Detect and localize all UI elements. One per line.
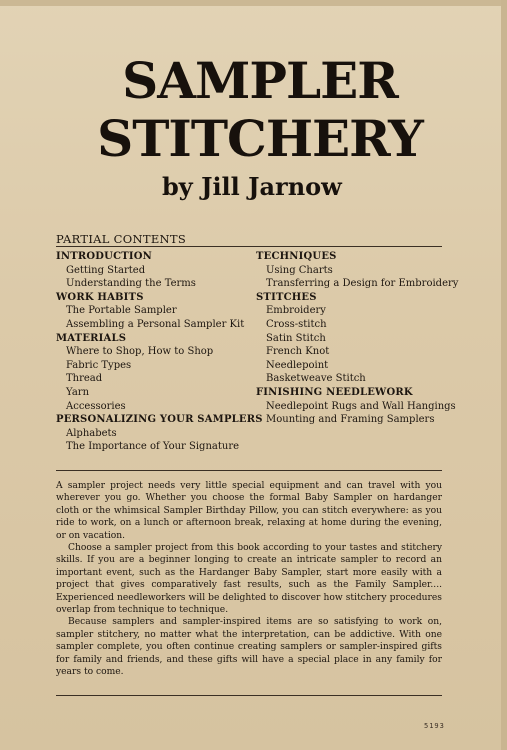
- contents-heading: PARTIAL CONTENTS: [56, 232, 187, 246]
- contents-right-column: [256, 250, 459, 427]
- section-heading: INTRODUCTION: [56, 251, 153, 262]
- section-item: Cross-stitch: [266, 318, 327, 330]
- title-line-1: SAMPLER: [122, 51, 398, 110]
- cover-edge: [501, 0, 507, 750]
- section-heading: MATERIALS: [56, 332, 127, 344]
- section-item: Yarn: [66, 386, 90, 398]
- description-paragraph: A sampler project needs very little special equipment and can travel with you wherever you go. Whether you choose the formal Baby Sampler on hardanger cloth or the whimsical Sampler Birthday Pillow, you can stitch everywhere: as you ride to work, on a lunch or afternoon break, relaxing at home during the evening, or on vacation.: [56, 481, 442, 541]
- divider: [56, 695, 442, 696]
- author-byline: by Jill Jarnow: [162, 172, 342, 201]
- section-item: Embroidery: [266, 305, 326, 317]
- section-item: The Portable Sampler: [66, 305, 177, 317]
- section: [256, 250, 459, 291]
- section-item: Needlepoint Rugs and Wall Hangings: [266, 400, 456, 412]
- section-item: Transferring a Design for Embroidery: [266, 278, 459, 290]
- section-item: French Knot: [266, 346, 330, 358]
- section-item: Needlepoint: [266, 359, 329, 371]
- section-heading: TECHNIQUES: [256, 251, 337, 262]
- section-item: Where to Shop, How to Shop: [66, 346, 214, 358]
- section-item: Satin Stitch: [266, 332, 326, 344]
- title-line-2: STITCHERY: [97, 109, 423, 168]
- section: [56, 413, 263, 454]
- section: [56, 291, 256, 332]
- section-item: Assembling a Personal Sampler Kit: [66, 318, 245, 330]
- cover-edge: [0, 0, 507, 6]
- section-item: Basketweave Stitch: [266, 373, 366, 385]
- section-item: Fabric Types: [66, 359, 132, 371]
- section-item: Mounting and Framing Samplers: [266, 414, 435, 426]
- section-heading: PERSONALIZING YOUR SAMPLERS: [56, 414, 263, 426]
- book-title: [80, 52, 440, 168]
- description-text: [56, 480, 442, 679]
- contents-left-column: [56, 250, 263, 454]
- section-item: Understanding the Terms: [66, 278, 196, 290]
- section-heading: FINISHING NEEDLEWORK: [256, 386, 413, 398]
- description-paragraph: Choose a sampler project from this book according to your tastes and stitchery skills. If you are a beginner longing to create an intricate sampler to record an important event, such as the Hardanger Baby Sampler, start more easily with a project that gives comparatively fast results, such as the Family Sampler.... Experienced needleworkers will be delighted to discover how stitchery procedures overlap from technique to technique.: [56, 543, 442, 616]
- section-item: Using Charts: [266, 264, 333, 276]
- section: [256, 386, 456, 427]
- section-item: Thread: [66, 373, 103, 385]
- section: [56, 250, 256, 291]
- section-item: Accessories: [66, 400, 126, 412]
- section-item: Alphabets: [66, 427, 117, 439]
- section: [256, 291, 456, 386]
- divider: [56, 246, 442, 247]
- section-heading: STITCHES: [256, 291, 317, 303]
- divider: [56, 470, 442, 471]
- description-paragraph: Because samplers and sampler-inspired items are so satisfying to work on, sampler stitchery, no matter what the interpretation, can be addictive. With one sampler complete, you often continue creating samplers or sampler-inspired gifts for family and friends, and these gifts will have a special place in any family for years to come.: [56, 617, 442, 678]
- section-item: Getting Started: [66, 264, 146, 276]
- section-item: The Importance of Your Signature: [66, 441, 240, 453]
- catalog-code: 5193: [424, 722, 445, 730]
- section: [56, 332, 256, 414]
- section-heading: WORK HABITS: [56, 291, 144, 303]
